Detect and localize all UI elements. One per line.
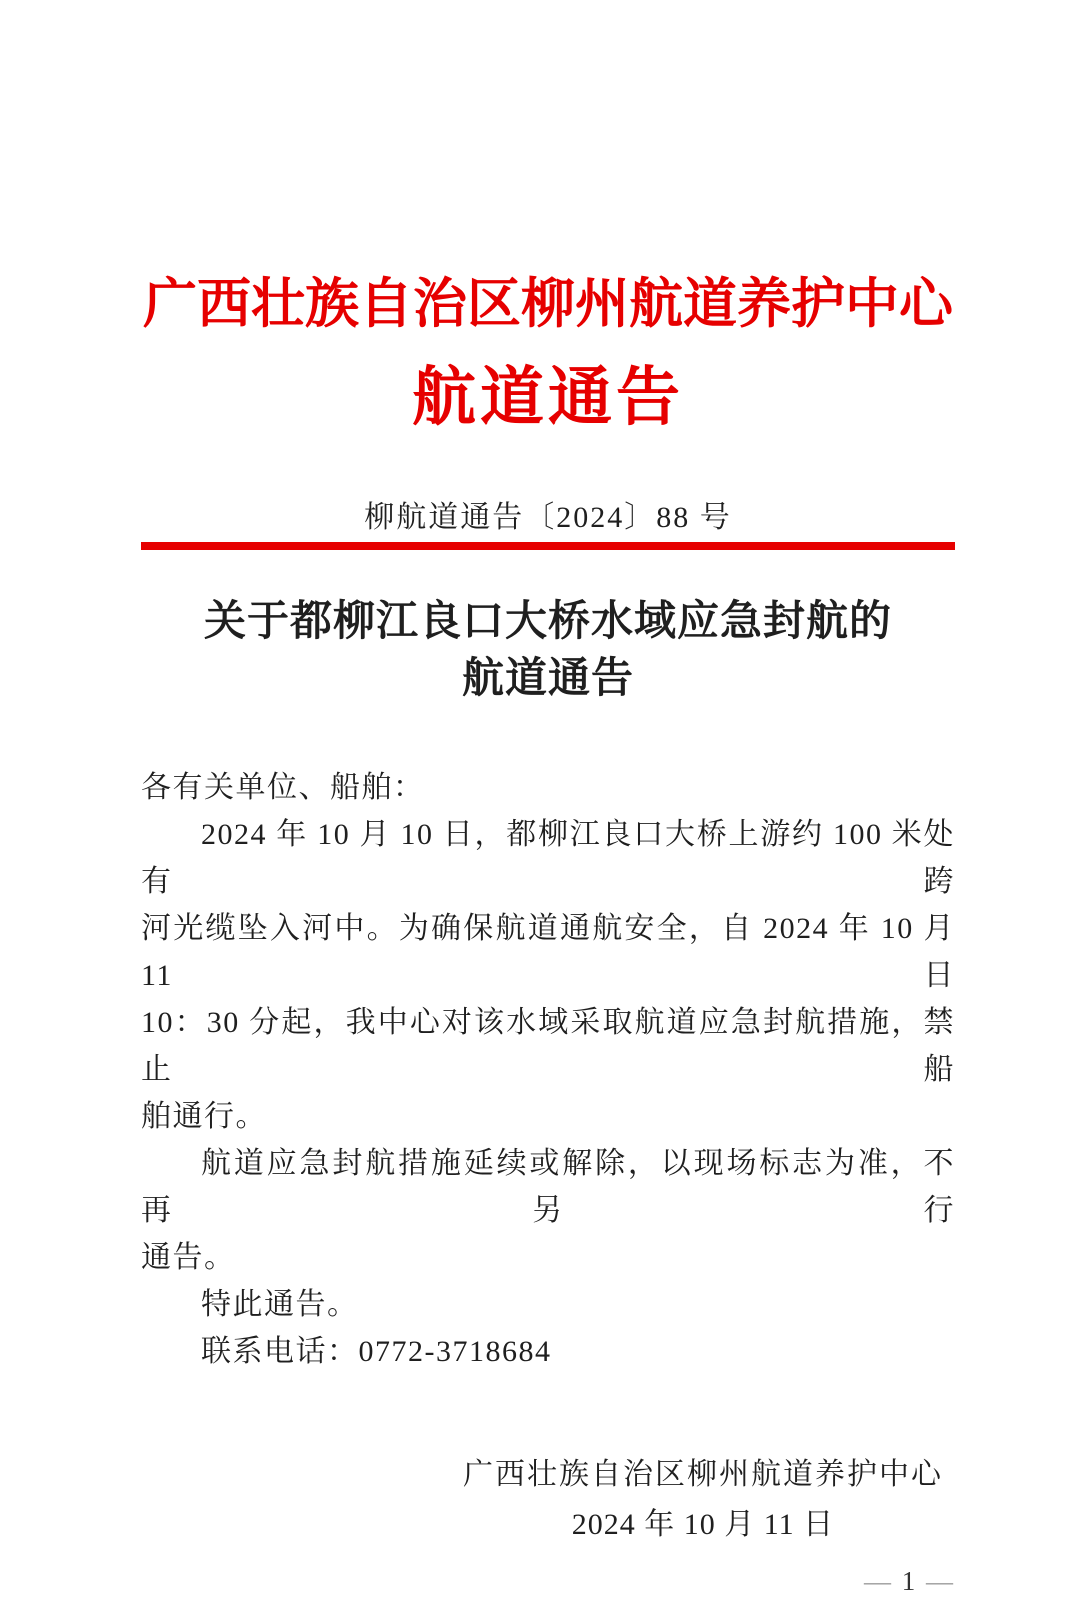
subject-title xyxy=(141,594,955,708)
red-divider xyxy=(141,542,955,550)
signature-org: 广西壮族自治区柳州航道养护中心 xyxy=(463,1458,943,1491)
body-line: 河光缆坠入河中。为确保航道通航安全，自 2024 年 10 月 11 日 xyxy=(141,912,955,992)
page-number-dash-right: — xyxy=(926,1566,955,1596)
body-line: 2024 年 10 月 10 日，都柳江良口大桥上游约 100 米处有跨 xyxy=(141,818,955,898)
signature-block xyxy=(463,1453,943,1547)
body-line: 舶通行。 xyxy=(141,1100,267,1133)
body-text xyxy=(141,764,955,1375)
body-line: 航道应急封航措施延续或解除，以现场标志为准，不再另行 xyxy=(141,1147,955,1227)
closing-line: 特此通告。 xyxy=(201,1288,359,1321)
doc-type-title: 航道通告 xyxy=(412,362,684,433)
page-number-dash-left: — xyxy=(864,1566,893,1596)
page-number xyxy=(141,1563,955,1599)
doc-number: 柳航道通告〔2024〕88 号 xyxy=(364,501,732,534)
body-line: 10：30 分起，我中心对该水域采取航道应急封航措施，禁止船 xyxy=(141,1006,955,1086)
org-title: 广西壮族自治区柳州航道养护中心 xyxy=(143,274,953,334)
contact-phone-line: 联系电话：0772-3718684 xyxy=(201,1335,552,1368)
signature-date: 2024 年 10 月 11 日 xyxy=(571,1508,835,1541)
subject-title-line1: 关于都柳江良口大桥水域应急封航的 xyxy=(203,599,892,645)
body-line: 通告。 xyxy=(141,1241,236,1274)
subject-title-line2: 航道通告 xyxy=(461,656,634,702)
page-number-value: 1 xyxy=(901,1566,918,1596)
salutation-line: 各有关单位、船舶： xyxy=(141,771,425,804)
